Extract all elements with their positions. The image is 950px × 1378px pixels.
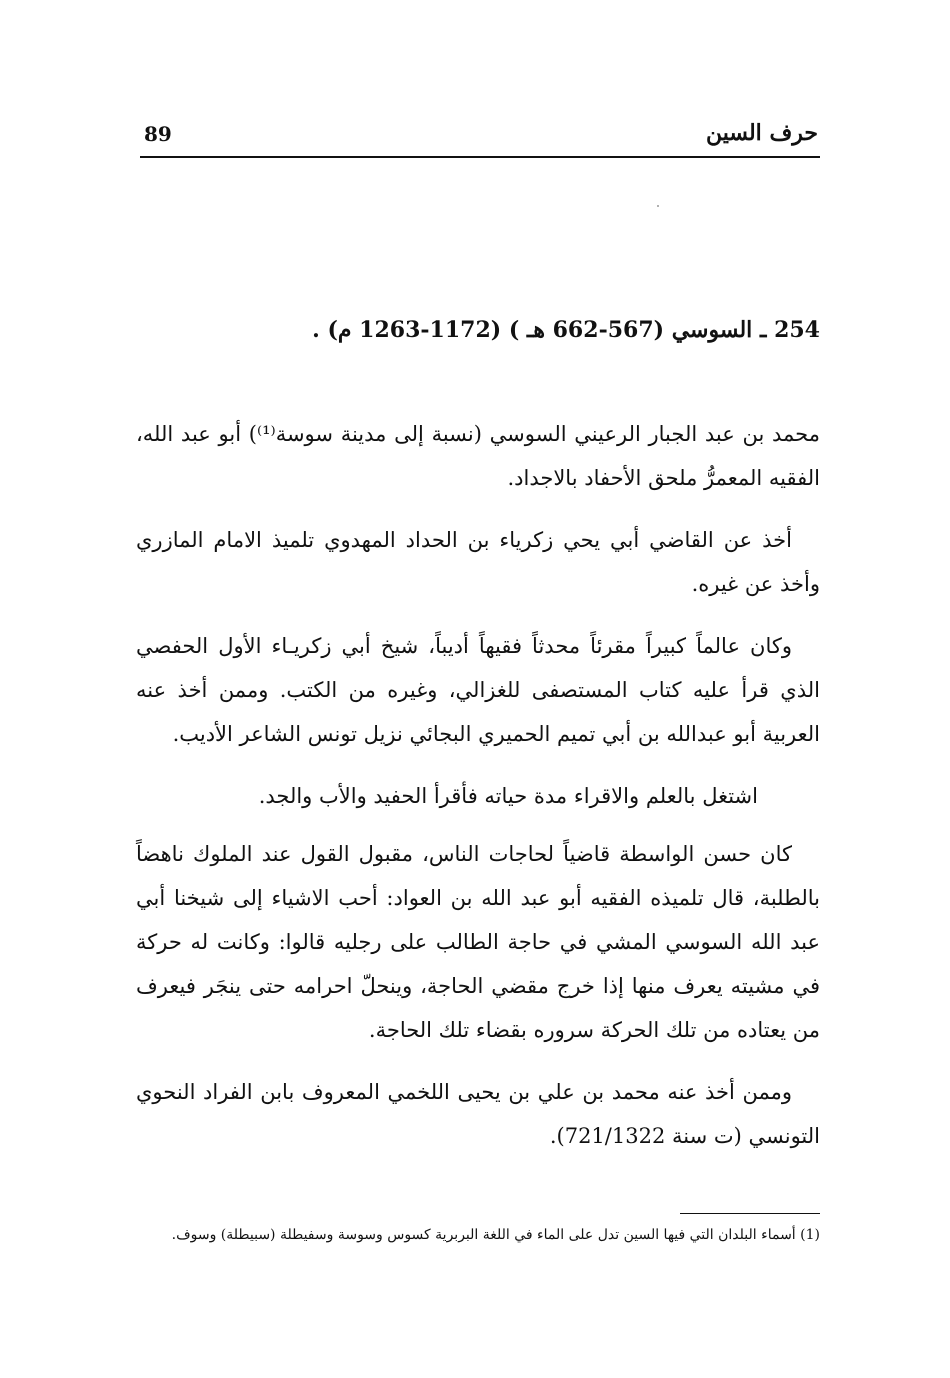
page-number: 89 bbox=[144, 122, 172, 146]
running-header bbox=[140, 118, 820, 158]
paragraph-scholarship: وكان عالماً كبيراً مقرئاً محدثاً فقيهاً أديباً، شيخ أبي زكريـاء الأول الحفصي الذي قرأ عليه كتاب المستصفى للغزالي، وغيره من الكتب. وممن أخذ عنه العربية أبو عبدالله بن أبي تميم الحميري البجائي نزيل تونس الشاعر الأديب. bbox=[136, 634, 820, 746]
entry-heading: 254 ـ السوسي (567-662 هـ ) (1172-1263 م) . bbox=[312, 317, 820, 343]
footnote-divider bbox=[680, 1213, 820, 1214]
footnote: (1) أسماء البلدان التي فيها السين تدل على الماء في اللغة البربرية كسوس وسوسة وسفيطلة (سبيطلة) وسوف. bbox=[171, 1227, 820, 1243]
paragraph-teachers: أخذ عن القاضي أبي يحي زكرياء بن الحداد المهدوي تلميذ الامام المازري وأخذ عن غيره. bbox=[136, 528, 820, 596]
chapter-title: حرف السين bbox=[705, 120, 818, 146]
entry-body bbox=[136, 412, 820, 1176]
scan-speck bbox=[657, 205, 659, 207]
paragraph-students: وممن أخذ عنه محمد بن علي بن يحيى اللخمي المعروف بابن الفراد النحوي التونسي (ت سنة 721/1322). bbox=[136, 1080, 820, 1148]
paragraph-teaching: اشتغل بالعلم والاقراء مدة حياته فأقرأ الحفيد والأب والجد. bbox=[258, 784, 758, 808]
paragraph-biography: محمد بن عبد الجبار الرعيني السوسي (نسبة إلى مدينة سوسة⁽¹⁾) أبو عبد الله، الفقيه المعمرُّ ملحق الأحفاد بالاجداد. bbox=[136, 422, 820, 490]
paragraph-character: كان حسن الواسطة قاضياً لحاجات الناس، مقبول القول عند الملوك ناهضاً بالطلبة، قال تلميذه الفقيه أبو عبد الله بن العواد: أحب الاشياء إلى شيخنا أبي عبد الله السوسي المشي في حاجة الطالب على رجليه قالوا: وكانت له حركة في مشيته يعرف منها إذا خرج مقضي الحاجة، وينحلّ احرامه حتى ينجَر فيعرف من يعتاده من تلك الحركة سروره بقضاء تلك الحاجة. bbox=[136, 842, 820, 1042]
